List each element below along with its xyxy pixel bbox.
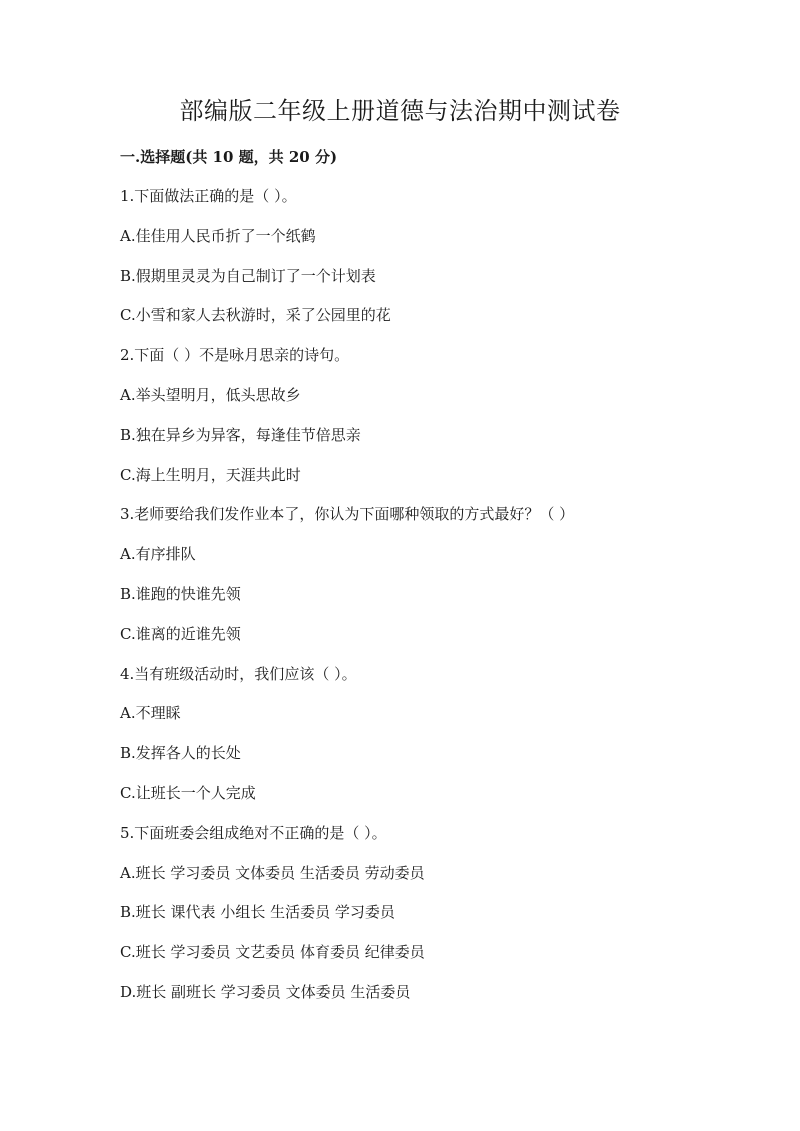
question-4-option-b: B.发挥各人的长处 [120, 744, 241, 763]
question-5: 5.下面班委会组成绝对不正确的是（ ）。 [120, 823, 387, 842]
question-1-option-b: B.假期里灵灵为自己制订了一个计划表 [120, 266, 376, 285]
question-4: 4.当有班级活动时，我们应该（ ）。 [120, 664, 357, 683]
question-1-option-a: A.佳佳用人民币折了一个纸鹤 [120, 226, 316, 245]
question-list [120, 184, 760, 1020]
question-3-option-c: C.谁离的近谁先领 [120, 624, 241, 643]
question-5-option-a: A.班长 学习委员 文体委员 生活委员 劳动委员 [120, 863, 425, 882]
question-4-option-c: C.让班长一个人完成 [120, 783, 256, 802]
question-2: 2.下面（ ）不是咏月思亲的诗句。 [120, 346, 350, 365]
question-3-option-b: B.谁跑的快谁先领 [120, 584, 241, 603]
question-4-option-a: A.不理睬 [120, 704, 181, 723]
section-heading: 一.选择题(共 10 题，共 20 分) [120, 148, 338, 166]
question-5-option-b: B.班长 课代表 小组长 生活委员 学习委员 [120, 903, 395, 922]
question-5-option-d: D.班长 副班长 学习委员 文体委员 生活委员 [120, 982, 411, 1001]
page-title: 部编版二年级上册道德与法治期中测试卷 [179, 97, 621, 125]
question-1-option-c: C.小雪和家人去秋游时，采了公园里的花 [120, 306, 391, 325]
question-3: 3.老师要给我们发作业本了，你认为下面哪种领取的方式最好？（ ） [120, 505, 575, 524]
question-3-option-a: A.有序排队 [120, 545, 196, 564]
question-2-option-c: C.海上生明月，天涯共此时 [120, 465, 301, 484]
question-5-option-c: C.班长 学习委员 文艺委员 体育委员 纪律委员 [120, 943, 425, 962]
question-1: 1.下面做法正确的是（ ）。 [120, 187, 297, 205]
question-2-option-a: A.举头望明月，低头思故乡 [120, 385, 301, 404]
question-2-option-b: B.独在异乡为异客，每逢佳节倍思亲 [120, 425, 361, 444]
